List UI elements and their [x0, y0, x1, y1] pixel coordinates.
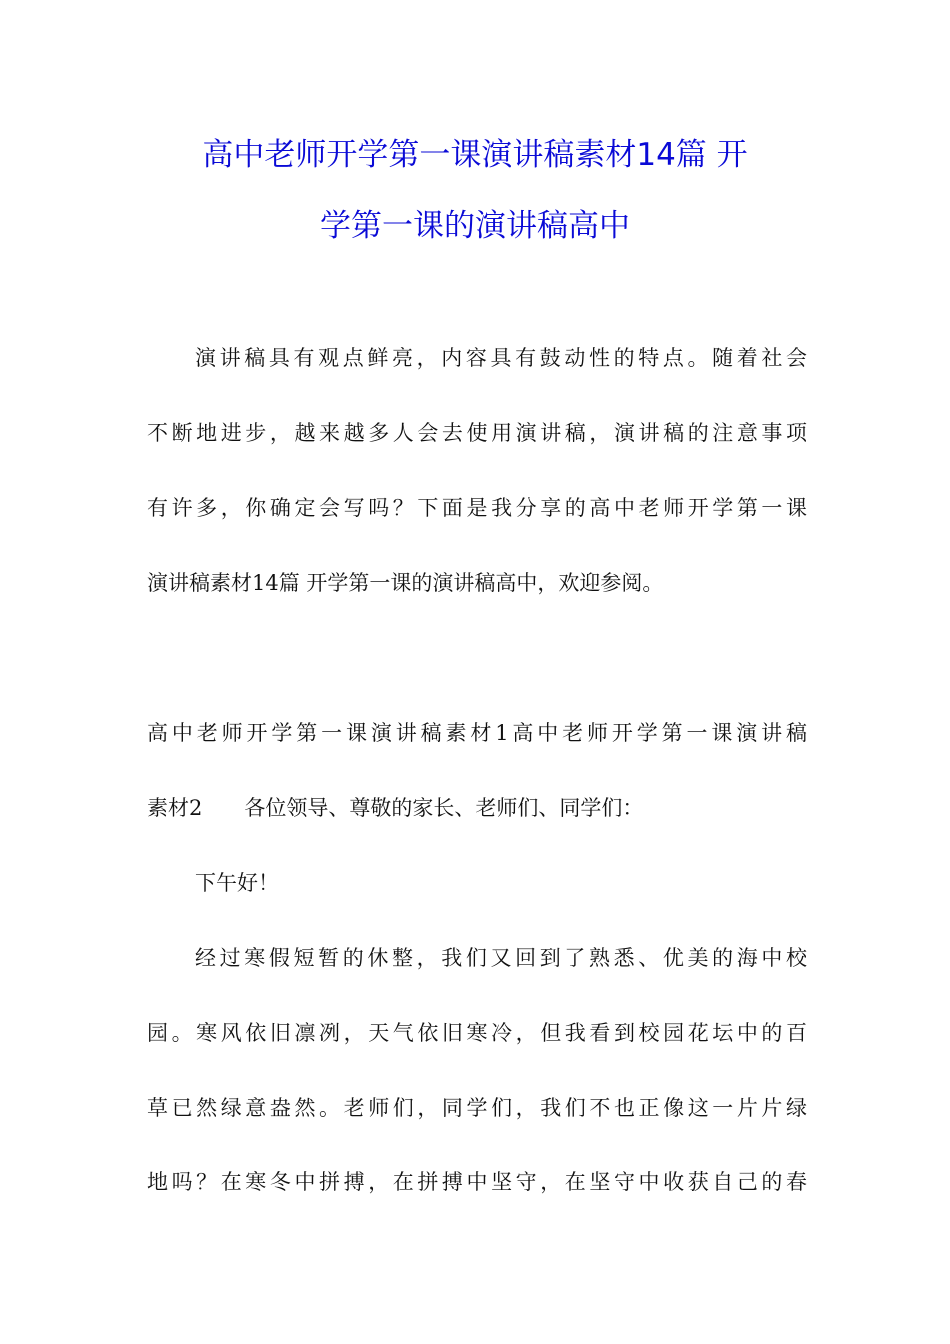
body-line-4: 地吗？在寒冬中拼搏，在拼搏中坚守，在坚守中收获自己的春 [147, 1170, 807, 1194]
intro-line-4: 演讲稿素材14篇 开学第一课的演讲稿高中，欢迎参阅。 [147, 571, 664, 595]
document-title-line-2: 学第一课的演讲稿高中 [320, 208, 630, 244]
greeting-line: 下午好！ [195, 871, 279, 895]
intro-line-1: 演讲稿具有观点鲜亮，内容具有鼓动性的特点。随着社会 [195, 346, 807, 370]
document-title-line-1: 高中老师开学第一课演讲稿素材14篇 开 [202, 137, 748, 173]
body-line-3: 草已然绿意盎然。老师们，同学们，我们不也正像这一片片绿 [147, 1096, 807, 1120]
section-line-1: 高中老师开学第一课演讲稿素材1高中老师开学第一课演讲稿 [147, 721, 807, 745]
body-line-1: 经过寒假短暂的休整，我们又回到了熟悉、优美的海中校 [195, 946, 807, 970]
section-line-2: 素材2 各位领导、尊敬的家长、老师们、同学们： [147, 796, 644, 820]
intro-line-2: 不断地进步，越来越多人会去使用演讲稿，演讲稿的注意事项 [147, 421, 807, 445]
body-line-2: 园。寒风依旧凛冽，天气依旧寒冷，但我看到校园花坛中的百 [147, 1021, 807, 1045]
intro-line-3: 有许多，你确定会写吗？下面是我分享的高中老师开学第一课 [147, 496, 807, 520]
